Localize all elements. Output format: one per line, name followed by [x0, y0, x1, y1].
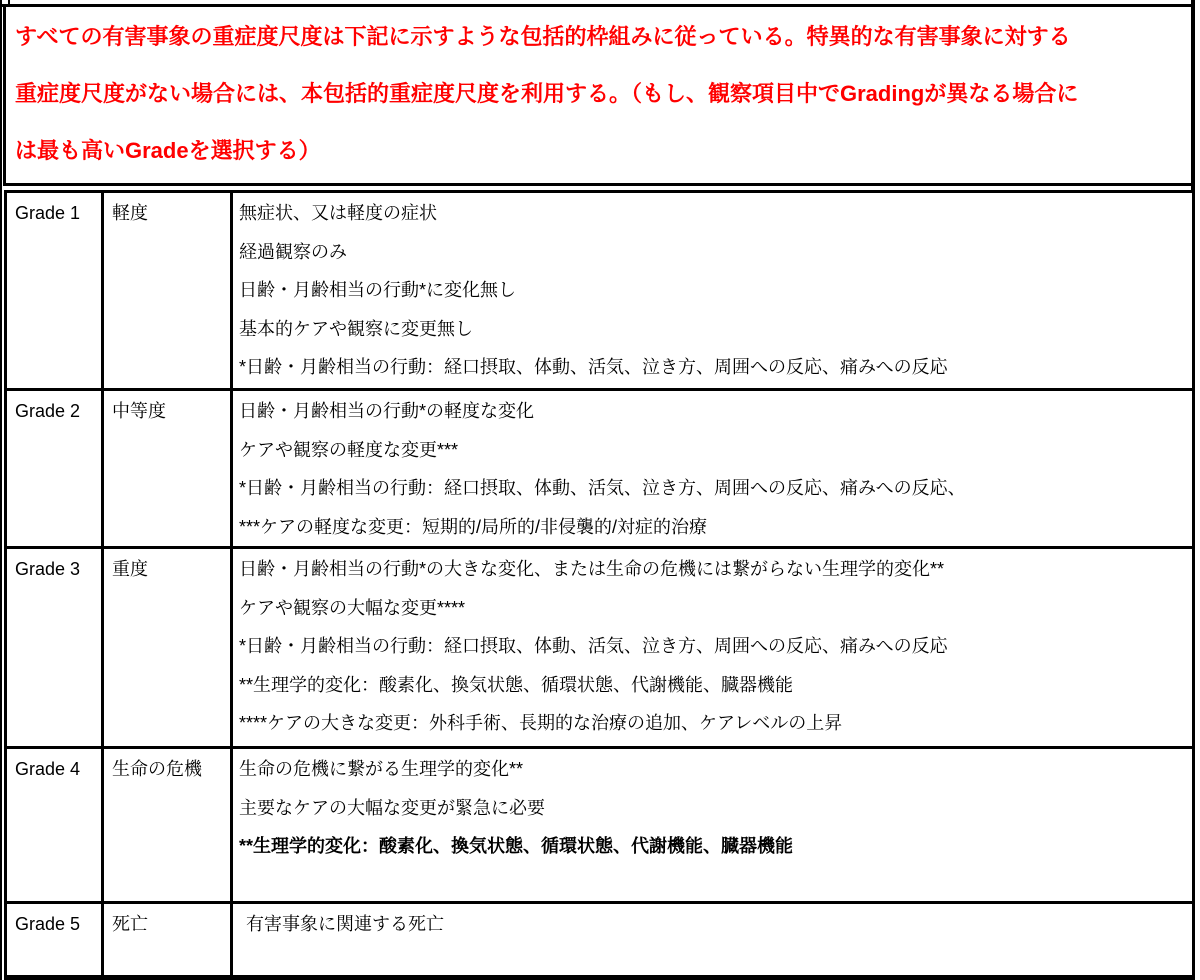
description-line: ****ケアの大きな変更：外科手術、長期的な治療の追加、ケアレベルの上昇 — [239, 713, 843, 733]
description-line: *日齢・月齢相当の行動：経口摂取、体動、活気、泣き方、周囲への反応、痛みへの反応 — [239, 357, 948, 377]
grade-cell: Grade 3 — [7, 549, 104, 746]
description-cell — [233, 749, 1192, 901]
description-line: **生理学的変化：酸素化、換気状態、循環状態、代謝機能、臓器機能 — [239, 674, 794, 695]
intro-note-line: すべての有害事象の重症度尺度は下記に示すような包括的枠組みに従っている。特異的な有害事象に対する — [15, 24, 1071, 49]
description-line: 日齢・月齢相当の行動*の軽度な変化 — [239, 401, 535, 421]
page-left-border — [0, 0, 2, 980]
description-line: 有害事象に関連する死亡 — [246, 914, 444, 934]
intro-note-line: 重症度尺度がない場合には、本包括的重症度尺度を利用する。（もし、観察項目中でGradingが異なる場合に — [15, 81, 1079, 106]
description-line: ケアや観察の大幅な変更**** — [239, 597, 466, 618]
severity-cell: 重度 — [104, 549, 233, 746]
description-line: 生命の危機に繋がる生理学的変化** — [239, 759, 524, 779]
description-line: ***ケアの軽度な変更：短期的/局所的/非侵襲的/対症的治療 — [239, 516, 708, 537]
description-line: **生理学的変化：酸素化、換気状態、循環状態、代謝機能、臓器機能 — [239, 836, 794, 856]
description-line: 経過観察のみ — [239, 241, 347, 262]
grade-cell: Grade 5 — [7, 904, 104, 975]
description-line: *日齢・月齢相当の行動：経口摂取、体動、活気、泣き方、周囲への反応、痛みへの反応 — [239, 636, 948, 656]
table-row — [7, 904, 1192, 975]
description-line: *日齢・月齢相当の行動：経口摂取、体動、活気、泣き方、周囲への反応、痛みへの反応、 — [239, 478, 966, 498]
grade-cell: Grade 4 — [7, 749, 104, 901]
description-line: 主要なケアの大幅な変更が緊急に必要 — [239, 797, 545, 818]
severity-cell: 中等度 — [104, 391, 233, 546]
table-row — [7, 749, 1192, 904]
description-cell — [233, 904, 1192, 975]
grade-cell: Grade 2 — [7, 391, 104, 546]
description-line: 基本的ケアや観察に変更無し — [239, 318, 473, 339]
table-row — [7, 549, 1192, 749]
intro-note-line: は最も高いGradeを選択する） — [15, 138, 321, 163]
table-row — [7, 193, 1192, 391]
severity-cell: 死亡 — [104, 904, 233, 975]
severity-cell: 軽度 — [104, 193, 233, 388]
severity-cell: 生命の危機 — [104, 749, 233, 901]
description-cell — [233, 391, 1192, 546]
description-cell — [233, 193, 1192, 388]
intro-note — [3, 4, 1195, 186]
description-line: 無症状、又は軽度の症状 — [239, 203, 437, 223]
description-cell — [233, 549, 1192, 746]
table-row — [7, 391, 1192, 549]
severity-grading-table — [4, 190, 1195, 980]
description-line: 日齢・月齢相当の行動*の大きな変化、または生命の危機には繋がらない生理学的変化** — [239, 559, 945, 579]
grade-cell: Grade 1 — [7, 193, 104, 388]
description-line: ケアや観察の軽度な変更*** — [239, 439, 459, 460]
description-line: 日齢・月齢相当の行動*に変化無し — [239, 280, 517, 300]
